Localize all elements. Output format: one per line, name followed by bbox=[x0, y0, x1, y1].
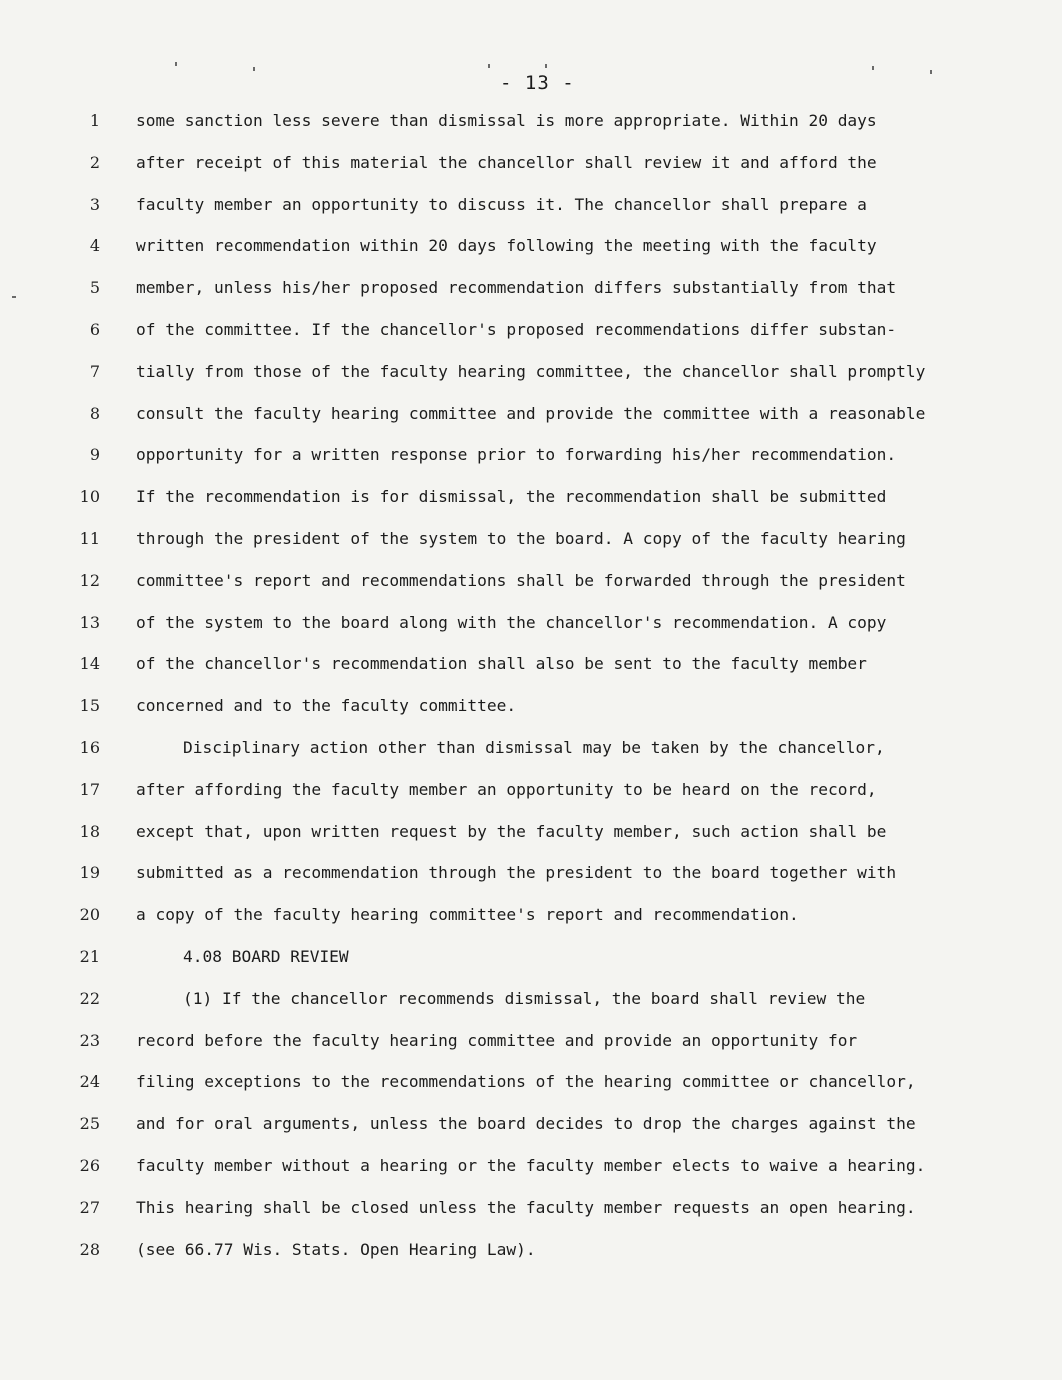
line-text: tially from those of the faculty hearing committee, the chancellor shall promptly bbox=[136, 361, 926, 381]
scan-speck bbox=[175, 62, 177, 66]
scan-speck bbox=[872, 66, 874, 70]
text-line bbox=[0, 733, 1062, 775]
line-number: 21 bbox=[79, 946, 100, 966]
text-line bbox=[0, 357, 1062, 399]
text-line bbox=[0, 1193, 1062, 1235]
text-line bbox=[0, 984, 1062, 1026]
line-number: 1 bbox=[89, 111, 100, 130]
line-text: and for oral arguments, unless the board decides to drop the charges against the bbox=[136, 1114, 916, 1134]
text-line bbox=[0, 900, 1062, 942]
line-text: filing exceptions to the recommendations of the hearing committee or chancellor, bbox=[136, 1072, 916, 1092]
text-line bbox=[0, 106, 1062, 148]
text-line bbox=[0, 273, 1062, 315]
line-number: 28 bbox=[79, 1239, 100, 1259]
scan-speck bbox=[488, 64, 490, 68]
text-line bbox=[0, 1067, 1062, 1109]
line-text: of the chancellor's recommendation shall also be sent to the faculty member bbox=[136, 654, 867, 674]
text-line bbox=[0, 858, 1062, 900]
line-number: 4 bbox=[89, 236, 100, 256]
line-number: 24 bbox=[79, 1072, 100, 1092]
scan-speck bbox=[253, 67, 255, 71]
line-text: Disciplinary action other than dismissal may be taken by the chancellor, bbox=[183, 737, 885, 757]
text-line bbox=[0, 1151, 1062, 1193]
line-number: 23 bbox=[79, 1030, 100, 1050]
text-line bbox=[0, 315, 1062, 357]
line-text: faculty member without a hearing or the faculty member elects to waive a hearing. bbox=[136, 1155, 926, 1175]
text-line bbox=[0, 691, 1062, 733]
line-number: 9 bbox=[89, 445, 100, 465]
line-text: faculty member an opportunity to discuss it. The chancellor shall prepare a bbox=[136, 194, 867, 214]
text-line bbox=[0, 608, 1062, 650]
line-number: 27 bbox=[79, 1197, 100, 1217]
text-line bbox=[0, 190, 1062, 232]
line-number: 25 bbox=[79, 1114, 100, 1134]
line-number: 11 bbox=[79, 528, 100, 548]
text-line bbox=[0, 1109, 1062, 1151]
line-text: some sanction less severe than dismissal is more appropriate. Within 20 days bbox=[136, 111, 877, 130]
line-text: written recommendation within 20 days following the meeting with the faculty bbox=[136, 236, 877, 256]
line-number: 20 bbox=[79, 905, 100, 925]
line-text: committee's report and recommendations shall be forwarded through the president bbox=[136, 570, 906, 590]
text-line bbox=[0, 440, 1062, 482]
line-number: 19 bbox=[79, 863, 100, 883]
line-text: opportunity for a written response prior to forwarding his/her recommendation. bbox=[136, 445, 897, 465]
line-text: through the president of the system to the board. A copy of the faculty hearing bbox=[136, 528, 906, 548]
text-line bbox=[0, 942, 1062, 984]
line-number: 17 bbox=[79, 779, 100, 799]
line-text: (see 66.77 Wis. Stats. Open Hearing Law). bbox=[136, 1239, 536, 1259]
line-text: after receipt of this material the chancellor shall review it and afford the bbox=[136, 152, 877, 172]
line-text: after affording the faculty member an opportunity to be heard on the record, bbox=[136, 779, 877, 799]
text-line bbox=[0, 231, 1062, 273]
text-line bbox=[0, 1026, 1062, 1068]
text-line bbox=[0, 775, 1062, 817]
line-number: 18 bbox=[79, 821, 100, 841]
line-text: consult the faculty hearing committee and provide the committee with a reasonable bbox=[136, 403, 926, 423]
text-line bbox=[0, 566, 1062, 608]
text-line bbox=[0, 482, 1062, 524]
numbered-text-body bbox=[0, 106, 1062, 1276]
line-number: 16 bbox=[79, 737, 100, 757]
line-text: This hearing shall be closed unless the faculty member requests an open hearing. bbox=[136, 1197, 916, 1217]
line-text: record before the faculty hearing committee and provide an opportunity for bbox=[136, 1030, 858, 1050]
page-number: - 13 - bbox=[500, 72, 575, 94]
line-text: submitted as a recommendation through the president to the board together with bbox=[136, 863, 897, 883]
line-text: (1) If the chancellor recommends dismissal, the board shall review the bbox=[183, 988, 866, 1008]
line-number: 3 bbox=[89, 194, 100, 214]
line-number: 12 bbox=[79, 570, 100, 590]
line-number: 8 bbox=[89, 403, 100, 423]
text-line bbox=[0, 649, 1062, 691]
line-number: 22 bbox=[79, 988, 100, 1008]
text-line bbox=[0, 148, 1062, 190]
line-text: a copy of the faculty hearing committee's report and recommendation. bbox=[136, 905, 799, 925]
line-text: concerned and to the faculty committee. bbox=[136, 696, 517, 716]
text-line bbox=[0, 1235, 1062, 1277]
line-number: 15 bbox=[79, 696, 100, 716]
line-text: of the committee. If the chancellor's proposed recommendations differ substan- bbox=[136, 319, 897, 339]
line-text: of the system to the board along with the chancellor's recommendation. A copy bbox=[136, 612, 887, 632]
line-number: 13 bbox=[79, 612, 100, 632]
text-line bbox=[0, 399, 1062, 441]
scan-speck bbox=[545, 64, 547, 68]
line-text: member, unless his/her proposed recommendation differs substantially from that bbox=[136, 278, 897, 298]
text-line bbox=[0, 817, 1062, 859]
line-number: 26 bbox=[79, 1155, 100, 1175]
line-number: 6 bbox=[89, 319, 100, 339]
line-number: 10 bbox=[79, 487, 100, 507]
text-line bbox=[0, 524, 1062, 566]
scan-speck bbox=[930, 70, 932, 74]
line-text: If the recommendation is for dismissal, the recommendation shall be submitted bbox=[136, 487, 887, 507]
line-number: 7 bbox=[89, 361, 100, 381]
line-number: 5 bbox=[89, 278, 100, 298]
line-number: 14 bbox=[79, 654, 100, 674]
line-text: 4.08 BOARD REVIEW bbox=[183, 946, 349, 966]
line-text: except that, upon written request by the faculty member, such action shall be bbox=[136, 821, 887, 841]
line-number: 2 bbox=[89, 152, 100, 172]
